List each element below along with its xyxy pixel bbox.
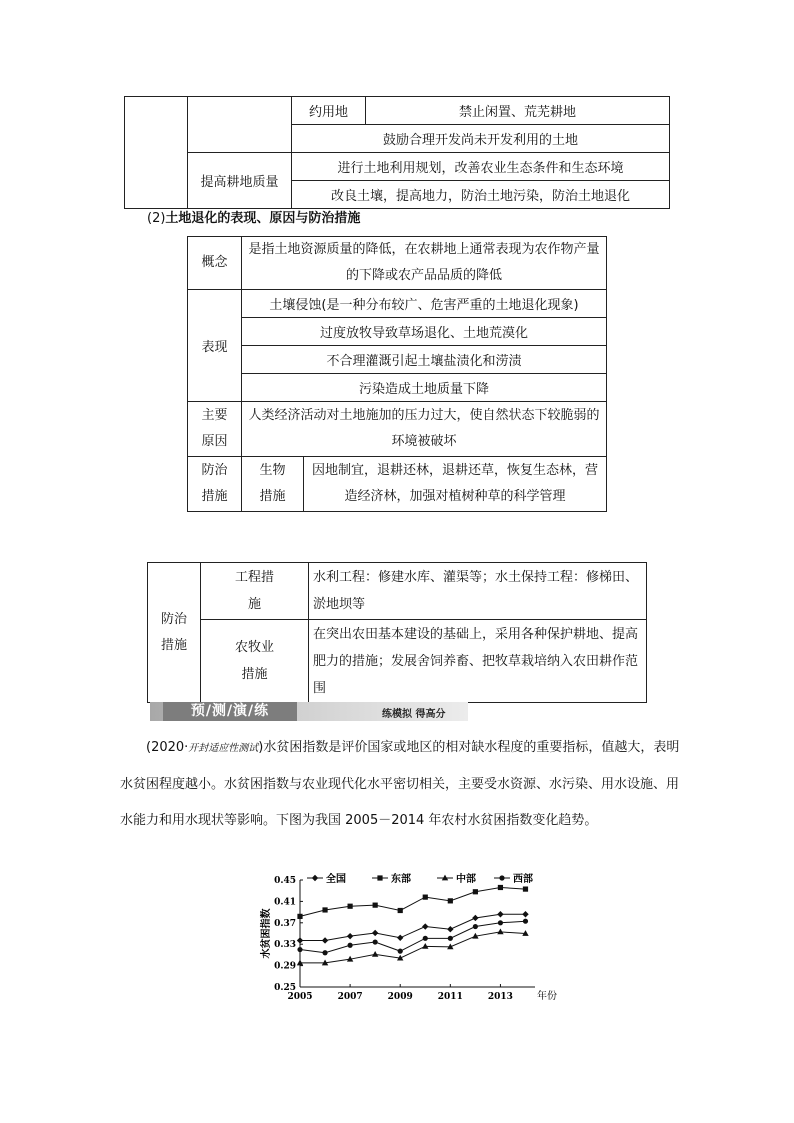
data-point [322, 937, 328, 943]
data-point [473, 924, 478, 929]
table-cell: 鼓励合理开发尚未开发利用的土地 [292, 125, 670, 153]
chart-axes [259, 876, 557, 1002]
legend-marker [312, 875, 318, 881]
table-cell-empty [188, 97, 292, 153]
data-point [523, 886, 528, 891]
series-line-东部 [300, 887, 525, 916]
y-tick-label: 0.45 [274, 876, 296, 886]
series-line-中部 [300, 932, 525, 963]
data-point [398, 908, 403, 913]
table-cell: 是指土地资源质量的降低，在农耕地上通常表现为农作物产量的下降或农产品品质的降低 [242, 237, 607, 290]
data-point [397, 935, 403, 941]
row-label-cause: 主要原因 [188, 402, 242, 457]
y-tick-label: 0.33 [274, 940, 296, 951]
data-point [322, 950, 327, 955]
table-cell: 水利工程：修建水库、灌渠等；水土保持工程：修梯田、淤地坝等 [309, 563, 647, 620]
legend-label: 全国 [326, 874, 346, 885]
table-cell: 在突出农田基本建设的基础上，采用各种保护耕地、提高肥力的措施；发展舍饲养畜、把牧草栽培纳入农田耕作范围 [309, 620, 647, 703]
table-cell: 禁止闲置、荒芜耕地 [366, 97, 670, 125]
table-cell: 改良土壤，提高地力，防治土地污染，防治土地退化 [292, 181, 670, 209]
row-label-engineering: 工程措施 [201, 563, 309, 620]
x-tick-label: 2011 [437, 992, 463, 1002]
land-degradation-table [187, 236, 607, 512]
row-label-concept: 概念 [188, 237, 242, 290]
data-point [348, 904, 353, 909]
data-point [372, 951, 378, 957]
data-point [373, 939, 378, 944]
table-cell: 土壤侵蚀(是一种分布较广、危害严重的土地退化现象) [242, 290, 607, 318]
row-label-prevent: 防治措施 [188, 457, 242, 512]
table-cell: 约用地 [292, 97, 366, 125]
data-point [472, 915, 478, 921]
data-point [473, 889, 478, 894]
table-cell: 不合理灌溉引起土壤盐渍化和涝渍 [242, 346, 607, 374]
row-label-agriculture: 农牧业措施 [201, 620, 309, 703]
data-point [373, 903, 378, 908]
land-protection-table [124, 96, 670, 209]
banner-subtitle: 练模拟 得高分 [382, 709, 446, 720]
data-point [522, 911, 528, 917]
table-cell: 人类经济活动对土地施加的压力过大，使自然状态下较脆弱的环境被破坏 [242, 402, 607, 457]
data-point [498, 885, 503, 890]
data-point [322, 907, 327, 912]
data-point [297, 937, 303, 943]
question-paragraph: (2020·开封适应性测试)水贫困指数是评价国家或地区的相对缺水程度的重要指标，值越大，表明水贫困程度越小。水贫困指数与农业现代化水平密切相关，主要受水资源、水污染、用水设施、用水能力和用水现状等影响。下图为我国 2005－2014 年农村水贫困指数变化趋势。 [120, 740, 680, 828]
chart-legend [307, 872, 533, 885]
data-point [422, 923, 428, 929]
table-cell: 进行土地利用规划，改善农业生态条件和生态环境 [292, 153, 670, 181]
legend-label: 东部 [391, 874, 411, 885]
y-tick-label: 0.25 [274, 983, 296, 993]
table-cell-empty [125, 97, 188, 209]
table-cell: 过度放牧导致草场退化、土地荒漠化 [242, 318, 607, 346]
x-tick-label: 2009 [387, 992, 413, 1002]
legend-marker [377, 875, 382, 880]
data-point [422, 943, 428, 949]
banner-title: 预/测/演/练 [163, 702, 297, 721]
data-point [297, 947, 302, 952]
water-poverty-line-chart [255, 866, 575, 1006]
data-point [497, 911, 503, 917]
legend-label: 西部 [513, 874, 533, 885]
prevention-measures-table [147, 562, 647, 703]
row-label-bio: 生物措施 [242, 457, 304, 512]
data-point [348, 943, 353, 948]
question-source: 开封适应性测试 [188, 743, 259, 754]
data-point [448, 936, 453, 941]
data-point [447, 926, 453, 932]
chart-series-group [297, 885, 529, 965]
x-tick-label: 2005 [287, 992, 313, 1002]
data-point [498, 920, 503, 925]
legend-marker [499, 875, 504, 880]
data-point [372, 930, 378, 936]
table-cell: 因地制宜，退耕还林，退耕还草，恢复生态林，营造经济林，加强对植树种草的科学管理 [304, 457, 607, 512]
data-point [497, 928, 503, 934]
series-line-全国 [300, 914, 525, 940]
question-text: 水贫困指数是评价国家或地区的相对缺水程度的重要指标，值越大，表明水贫困程度越小。水贫困指数与农业现代化水平密切相关，主要受水资源、水污染、用水设施、用水能力和用水现状等影响。下图为我国 2005－2014 年农村水贫困指数变化趋势。 [120, 740, 680, 828]
y-tick-label: 0.41 [274, 897, 296, 908]
row-label-manifest: 表现 [188, 290, 242, 402]
row-label-prevent: 防治措施 [148, 563, 201, 703]
x-axis-label: 年份 [537, 991, 557, 1002]
table-cell: 污染造成土地质量下降 [242, 374, 607, 402]
series-line-西部 [300, 921, 525, 953]
data-point [448, 898, 453, 903]
data-point [423, 936, 428, 941]
practice-banner [150, 702, 468, 721]
data-point [398, 949, 403, 954]
data-point [523, 919, 528, 924]
legend-label: 中部 [456, 874, 476, 885]
y-tick-label: 0.37 [274, 918, 296, 929]
section-heading: (2)土地退化的表现、原因与防治措施 [147, 211, 361, 226]
x-tick-label: 2007 [337, 992, 363, 1002]
y-tick-label: 0.29 [274, 961, 296, 972]
x-tick-label: 2013 [487, 992, 513, 1002]
data-point [423, 895, 428, 900]
data-point [297, 914, 302, 919]
y-axis-label: 水贫困指数 [261, 908, 272, 959]
data-point [347, 933, 353, 939]
row-label-quality: 提高耕地质量 [188, 153, 292, 209]
